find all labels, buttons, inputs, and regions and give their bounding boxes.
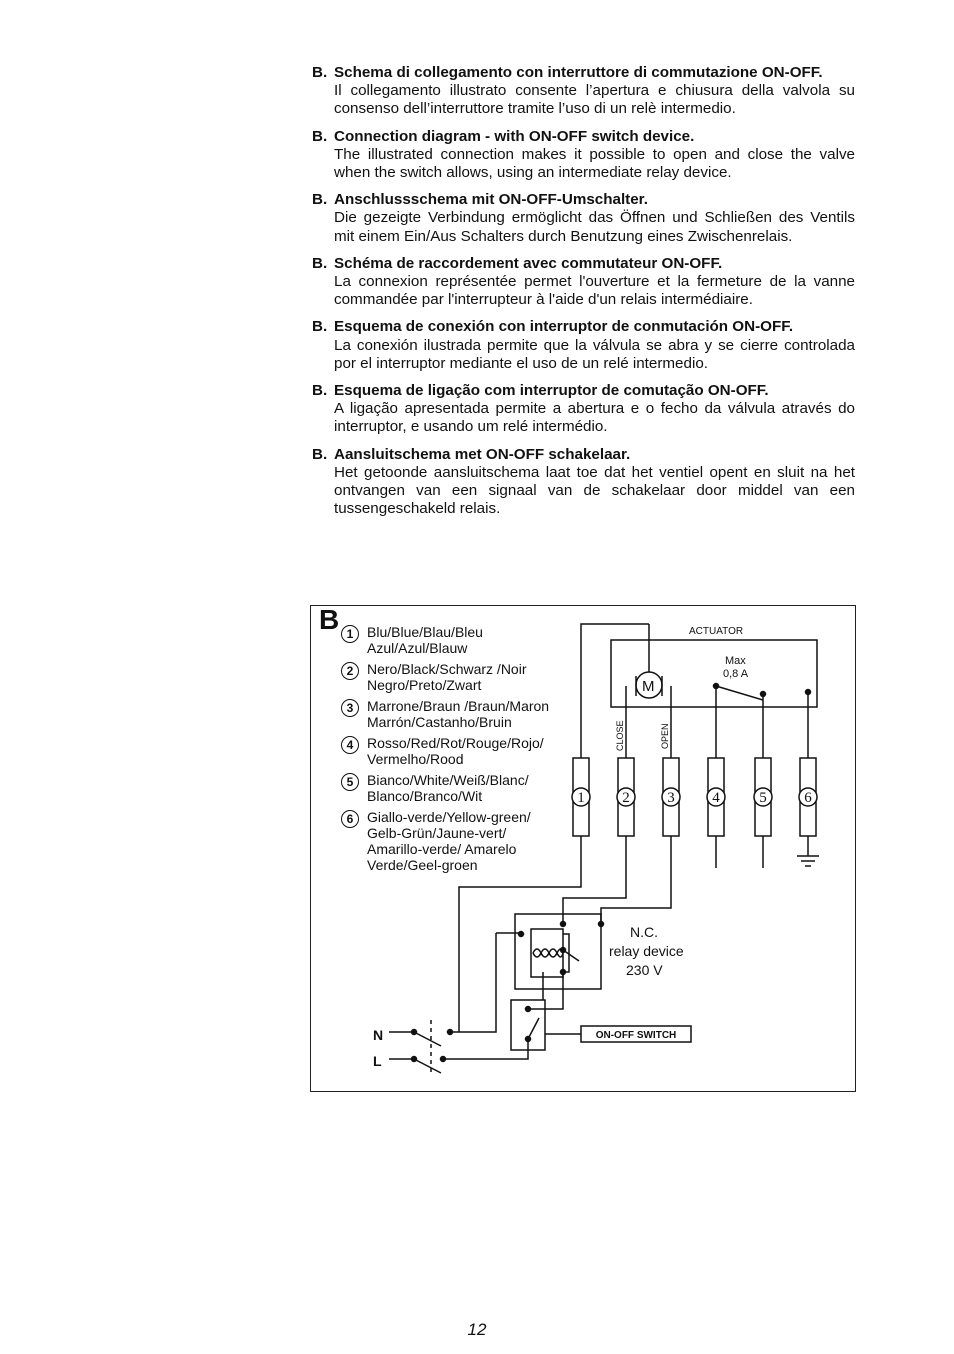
terminal-label-6: 6: [804, 790, 812, 806]
legend-item: [341, 661, 581, 693]
section-body: La connexion représentée permet l'ouverture et la fermeture de la vanne commandée par l'interrupteur à l'aide d'un relais intermédiaire.: [334, 273, 855, 309]
max-current-label: 0,8 A: [723, 668, 749, 680]
section-body: Il collegamento illustrato consente l’apertura e chiusura della valvola su consenso dell’interruttore tramite l’uso di un relè intermedio.: [334, 82, 855, 118]
max-label: Max: [725, 655, 746, 667]
wire-3-relay: [601, 836, 671, 924]
motor-label: M: [642, 678, 655, 695]
max-switch-blade: [716, 686, 763, 700]
section-title: Esquema de conexión con interruptor de conmutación ON-OFF.: [334, 318, 794, 336]
section-body: Die gezeigte Verbindung ermöglicht das Öffnen und Schließen des Ventils mit einem Ein/Aus Schalters durch Benutzung eines Zwischenrelais.: [334, 209, 855, 245]
legend-number: 5: [341, 773, 359, 791]
legend-item: [341, 624, 581, 656]
terminal-label-3: 3: [667, 790, 675, 806]
wire-relay-neutral: [459, 933, 496, 1032]
contact-dot: [441, 1057, 446, 1062]
legend-number: 3: [341, 699, 359, 717]
close-label: CLOSE: [615, 720, 625, 751]
wire-color-legend: [341, 624, 581, 878]
section-title: Connection diagram - with ON-OFF switch device.: [334, 127, 695, 145]
on-off-switch-blade: [528, 1018, 539, 1039]
contact-dot: [599, 922, 604, 927]
on-off-switch-label: ON-OFF SWITCH: [595, 1030, 677, 1041]
section-letter: B.: [312, 318, 328, 336]
section-letter: B.: [312, 191, 328, 209]
legend-number: 2: [341, 662, 359, 680]
relay-line-1: N.C.: [630, 924, 658, 940]
section-body: La conexión ilustrada permite que la válvula se abra y se cierre controlada por el interruptor mediante el uso de un relé intermedio.: [334, 336, 855, 372]
section-letter: B.: [312, 64, 328, 81]
section-it: [312, 64, 855, 119]
relay-coil-icon: [533, 949, 563, 953]
relay-blade: [563, 950, 579, 961]
section-es: [312, 318, 855, 373]
terminal-label-1: 1: [577, 790, 585, 806]
legend-text: Blu/Blue/Blau/Bleu Azul/Azul/Blauw: [367, 624, 483, 656]
section-title: Schéma de raccordement avec commutateur ON-OFF.: [334, 254, 723, 272]
terminal-label-2: 2: [622, 790, 630, 806]
section-body: Het getoonde aansluitschema laat toe dat het ventiel opent en sluit na het ontvangen van een signaal van de schakelaar door middel van een tussengeschakeld relais.: [334, 463, 855, 518]
section-body: A ligação apresentada permite a abertura e o fecho da válvula através do interruptor, e usando um relé intermédio.: [334, 400, 855, 436]
section-pt: [312, 382, 855, 437]
section-title: Esquema de ligação com interruptor de comutação ON-OFF.: [334, 382, 769, 400]
section-nl: [312, 446, 855, 519]
legend-text: Rosso/Red/Rot/Rouge/Rojo/ Vermelho/Rood: [367, 735, 544, 767]
section-title: Anschlussschema mit ON-OFF-Umschalter.: [334, 191, 648, 209]
contact-dot: [561, 922, 566, 927]
relay-line-2: relay device: [609, 943, 684, 959]
section-letter: B.: [312, 445, 328, 463]
legend-text: Bianco/White/Weiß/Blanc/ Blanco/Branco/Wit: [367, 772, 529, 804]
legend-item: [341, 809, 581, 873]
wiring-diagram-figure: [310, 605, 856, 1092]
legend-item: [341, 735, 581, 767]
instruction-sections: [312, 64, 855, 527]
section-letter: B.: [312, 254, 328, 272]
relay-line-3: 230 V: [626, 962, 663, 978]
relay-coil-box: [531, 929, 563, 977]
legend-number: 4: [341, 736, 359, 754]
legend-item: [341, 698, 581, 730]
section-title: Aansluitschema met ON-OFF schakelaar.: [334, 445, 631, 463]
section-title: Schema di collegamento con interruttore di commutazione ON-OFF.: [334, 64, 823, 81]
terminal-label-4: 4: [712, 790, 720, 806]
relay-coil-icon: [533, 953, 563, 957]
wire-line: [443, 1039, 528, 1059]
actuator-label: ACTUATOR: [689, 626, 744, 637]
terminal-label-5: 5: [759, 790, 767, 806]
legend-text: Marrone/Braun /Braun/Maron Marrón/Castanho/Bruin: [367, 698, 550, 730]
neutral-switch-blade: [414, 1032, 441, 1046]
section-de: [312, 191, 855, 246]
line-switch-blade: [414, 1059, 441, 1073]
neutral-label: N: [373, 1027, 384, 1043]
legend-number: 6: [341, 810, 359, 828]
legend-number: 1: [341, 625, 359, 643]
legend-item: [341, 772, 581, 804]
section-letter: B.: [312, 127, 328, 145]
section-letter: B.: [312, 382, 328, 400]
legend-text: Giallo-verde/Yellow-green/ Gelb-Grün/Jaune-vert/ Amarillo-verde/ Amarelo Verde/Geel-groen: [367, 809, 531, 873]
section-body: The illustrated connection makes it possible to open and close the valve when the switch allows, using an intermediate relay device.: [334, 145, 855, 182]
section-fr: [312, 255, 855, 310]
line-label: L: [373, 1053, 382, 1069]
section-en: [312, 128, 855, 183]
legend-text: Nero/Black/Schwarz /Noir Negro/Preto/Zwart: [367, 661, 527, 693]
page-number: 12: [467, 1320, 487, 1339]
open-label: OPEN: [660, 723, 670, 749]
figure-letter: B: [319, 604, 340, 635]
